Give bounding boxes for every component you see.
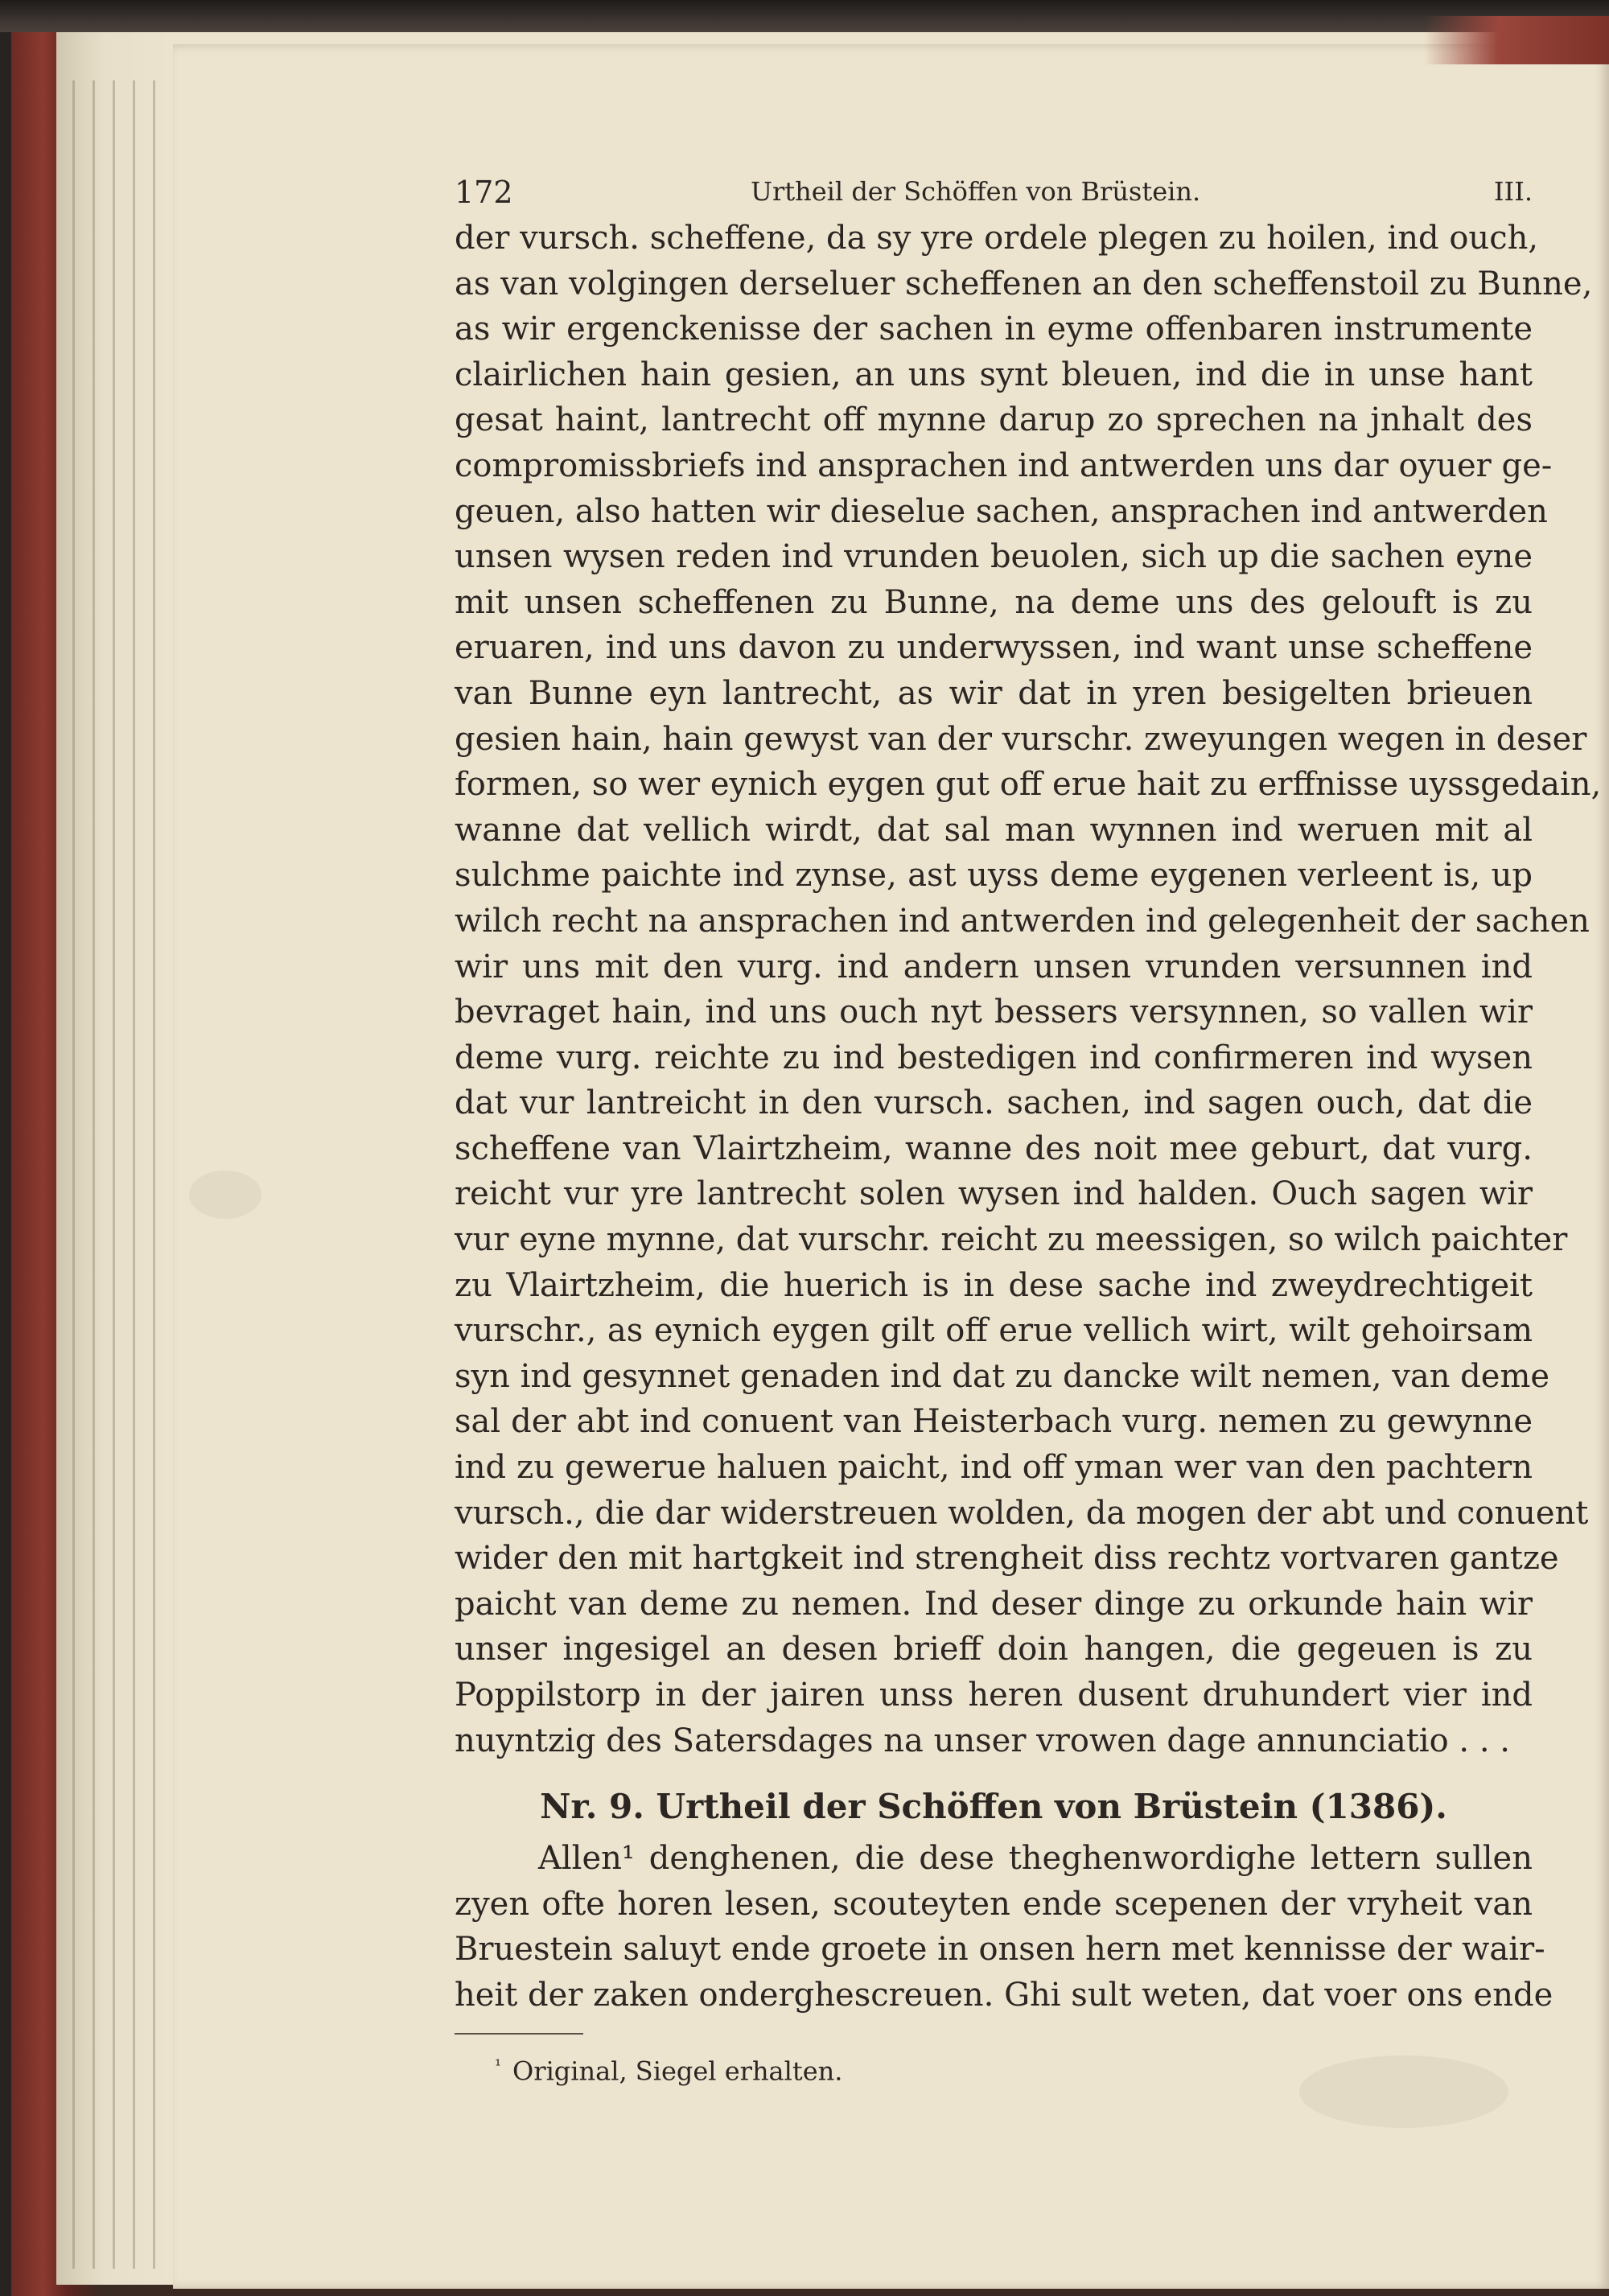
text-line: geuen, also hatten wir dieselue sachen, ansprachen ind antwerden [455,492,1548,530]
running-head [455,165,1533,213]
page-edge [93,80,95,2269]
text-line: zyen ofte horen lesen, scouteyten ende scepenen der vryheit van [455,1885,1533,1923]
text-line: vur eyne mynne, dat vurschr. reicht zu meessigen, so wilch paichter [455,1221,1568,1259]
text-line: compromissbriefs ind ansprachen ind antwerden uns dar oyuer ge- [455,446,1553,484]
text-line: sal der abt ind conuent van Heisterbach vurg. nemen zu gewynne [455,1403,1533,1441]
text-line: vursch., die dar widerstreuen wolden, da mogen der abt und conuent [455,1494,1589,1532]
text-line: scheffene van Vlairtzheim, wanne des noit mee geburt, dat vurg. [455,1129,1533,1167]
text-line: clairlichen hain gesien, an uns synt bleuen, ind die in unse hant [455,356,1533,393]
document-body [455,216,1602,1763]
text-line: ind zu gewerue haluen paicht, ind off yman wer van den pachtern [455,1449,1533,1487]
text-line: Bruestein saluyt ende groete in onsen hern met kennisse der wair- [455,1931,1545,1969]
page-edge [133,80,135,2269]
document-heading: Nr. 9. Urtheil der Schöffen von Brüstein (1386). [540,1787,1447,1827]
text-line: van Bunne eyn lantrecht, as wir dat in yren besigelten brieuen [455,674,1533,712]
text-line: nuyntzig des Satersdages na unser vrowen dage annunciatio . . . [455,1722,1510,1759]
text-line: as wir ergenckenisse der sachen in eyme offenbaren instrumente [455,311,1533,348]
text-line: deme vurg. reichte zu ind bestedigen ind confirmeren ind wysen [455,1039,1533,1076]
text-line: Poppilstorp in der jairen unss heren dusent druhundert vier ind [455,1677,1533,1714]
text-line: wanne dat vellich wirdt, dat sal man wynnen ind weruen mit al [455,811,1533,849]
text-line: syn ind gesynnet genaden ind dat zu dancke wilt nemen, van deme [455,1357,1550,1395]
text-line: vurschr., as eynich eygen gilt off erue vellich wirt, wilt gehoirsam [455,1312,1533,1350]
text-line: paicht van deme zu nemen. Ind deser dinge zu orkunde hain wir [455,1585,1533,1623]
document-body-continued [455,1836,1553,2018]
running-title: Urtheil der Schöffen von Brüstein. [751,176,1201,207]
text-line: wider den mit hartgkeit ind strengheit diss rechtz vortvaren gantze [455,1540,1559,1578]
text-line: unsen wysen reden ind vrunden beuolen, sich up die sachen eyne [455,538,1533,576]
text-line: wir uns mit den vurg. ind andern unsen vrunden versunnen ind [455,948,1533,985]
page-edge [153,80,155,2269]
page-content [455,165,1602,2088]
footnote-rule [455,2033,583,2035]
page-edge [113,80,115,2269]
text-line: wilch recht na ansprachen ind antwerden ind gelegenheit der sachen [455,902,1590,940]
footnote-marker: ¹ [495,2055,502,2075]
text-line: bevraget hain, ind uns ouch nyt bessers versynnen, so vallen wir [455,994,1533,1031]
cover-corner [1424,16,1609,64]
text-line: mit unsen scheffenen zu Bunne, na deme uns des gelouft is zu [455,583,1533,621]
text-line: der vursch. scheffene, da sy yre ordele plegen zu hoilen, ind ouch, [455,220,1539,257]
scanner-top-band [0,0,1609,32]
text-line: sulchme paichte ind zynse, ast uyss deme eygenen verleent is, up [455,857,1533,895]
page-smudge [189,1171,261,1219]
text-line: zu Vlairtzheim, die huerich is in dese sache ind zweydrechtigeit [455,1266,1533,1304]
text-line: formen, so wer eynich eygen gut off erue hait zu erffnisse uyssgedain, [455,766,1602,804]
text-line: gesien hain, hain gewyst van der vurschr. zweyungen wegen in deser [455,720,1587,758]
text-line: as van volgingen derseluer scheffenen an den scheffenstoil zu Bunne, [455,265,1593,302]
text-line: eruaren, ind uns davon zu underwyssen, ind want unse scheffene [455,629,1533,667]
page-number: 172 [455,175,513,210]
text-line: Allen¹ denghenen, die dese theghenwordighe lettern sullen [538,1840,1533,1878]
page-edge [72,80,75,2269]
text-line: reicht vur yre lantrecht solen wysen ind halden. Ouch sagen wir [455,1175,1533,1213]
text-line: dat vur lantreicht in den vursch. sachen, ind sagen ouch, dat die [455,1084,1533,1122]
text-line: unser ingesigel an desen brieff doin hangen, die gegeuen is zu [455,1631,1533,1669]
section-number: III. [1493,176,1533,207]
text-line: gesat haint, lantrecht off mynne darup zo sprechen na jnhalt des [455,401,1533,439]
text-line: heit der zaken onderghescreuen. Ghi sult weten, dat voer ons ende [455,1976,1553,2014]
footnote-text: Original, Siegel erhalten. [512,2055,843,2087]
footnote [495,2047,1533,2089]
